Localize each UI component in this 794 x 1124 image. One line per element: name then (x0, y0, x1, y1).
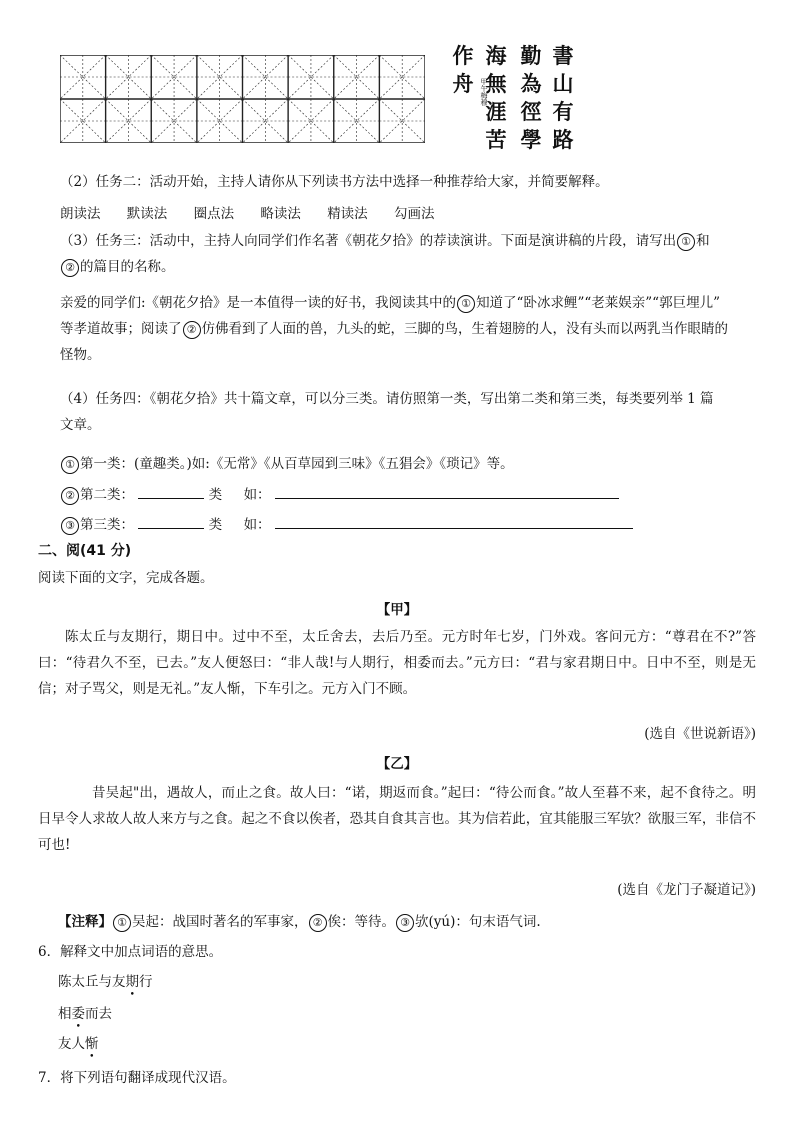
lei-label: 类 (208, 487, 223, 503)
q6-item (58, 1032, 99, 1052)
circled-number: ① (457, 295, 475, 313)
callig-col-1: 書山有路 (552, 43, 574, 152)
q6-item (58, 1002, 112, 1022)
dotted-word: 委 (71, 1006, 85, 1022)
speech-d: 仿佛看到了人面的兽，九头的蛇，三脚的鸟，生着翅膀的人，没有头而以两乳当作眼睛的 (201, 321, 728, 337)
circled-number: ③ (61, 517, 79, 535)
notes-label: 【注释】 (58, 914, 112, 930)
section-title: 二、阅(41 分) (38, 543, 132, 559)
circled-number: ① (113, 914, 131, 932)
task3-prompt-b: 和 (696, 233, 710, 249)
section-instruction: 阅读下面的文字，完成各题。 (38, 570, 214, 586)
category-3 (60, 513, 633, 535)
cat1-text: 第一类：(童趣类。)如:《无常》《从百草园到三味》《五猖会》《琐记》等。 (80, 456, 514, 472)
q6-item-pre: 相 (58, 1006, 72, 1022)
callig-col-3: 海無涯苦 (485, 43, 507, 152)
speech-c: 等孝道故事；阅读了 (60, 321, 182, 337)
callig-col-4: 作舟 (452, 43, 474, 96)
dotted-word: 期 (125, 974, 139, 990)
method-item: 默读法 (126, 206, 168, 222)
notes (58, 910, 541, 932)
q6-item-pre: 友人 (58, 1036, 85, 1052)
callig-col-2: 勤為徑學 (520, 43, 542, 152)
calligraphy-seal: 甲午梅穆 (480, 78, 488, 106)
category-2 (60, 483, 619, 505)
q6-item-post: 而去 (85, 1006, 112, 1022)
circled-number: ② (183, 321, 201, 339)
speech-b: 知道了“卧冰求鲤”“老莱娱亲”“郭巨埋儿” (476, 295, 720, 311)
ru-label: 如： (243, 517, 271, 533)
q6-item (58, 970, 153, 990)
circled-number: ① (61, 456, 79, 474)
speech-a: 亲爱的同学们:《朝花夕拾》是一本值得一读的好书，我阅读其中的 (60, 295, 457, 311)
task3-prompt-a: （3）任务三：活动中，主持人向同学们作名著《朝花夕拾》的荐读演讲。下面是演讲稿的片段，请写出 (60, 233, 677, 249)
circled-number: ① (677, 233, 695, 251)
jia-heading: 【甲】 (376, 602, 418, 618)
note-2: 俟：等待。 (327, 914, 395, 930)
circled-number: ② (61, 487, 79, 505)
task2-prompt: （2）任务二：活动开始，主持人请你从下列读书方法中选择一种推荐给大家，并简要解释。 (60, 174, 609, 190)
method-item: 圈点法 (193, 206, 235, 222)
task4-prompt-b: 文章。 (60, 417, 101, 433)
jia-source: (选自《世说新语》) (644, 726, 756, 742)
q6-item-post: 行 (139, 974, 153, 990)
circled-number: ③ (396, 914, 414, 932)
category-1 (60, 452, 514, 474)
method-item: 略读法 (260, 206, 301, 222)
cat3-type-blank[interactable] (138, 516, 204, 529)
method-item: 朗读法 (60, 206, 101, 222)
task3-speech (60, 290, 755, 368)
note-3: 欤(yú)：句末语气词. (415, 914, 541, 930)
circled-number: ② (61, 259, 79, 277)
task4-prompt (60, 386, 755, 438)
cat2-type-blank[interactable] (138, 486, 204, 499)
yi-text: 昔吴起"出，遇故人，而止之食。故人曰：“诺，期返而食。”起曰：“待公而食。”故人至暮不来，起不食待之。明日早令人求故人故人来方与之食。起之不食以俟者，恐其自食其言也。其为信若此，宜其能服三军欤？欲服三军，非信不可也! (38, 785, 756, 853)
yi-heading: 【乙】 (376, 756, 418, 772)
q6-title: 6．解释文中加点词语的意思。 (38, 944, 223, 960)
task4-prompt-a: （4）任务四：《朝花夕拾》共十篇文章，可以分三类。请仿照第一类，写出第二类和第三类，每类要列举 1 篇 (60, 391, 714, 407)
speech-e: 怪物。 (60, 347, 101, 363)
jia-text: 陈太丘与友期行，期日中。过中不至，太丘舍去，去后乃至。元方时年七岁，门外戏。客问元方：“尊君在不?”答曰：“待君久不至，已去。”友人便怒曰：“非人哉!与人期行，相委而去。”元方曰：“君与家君期日中。日中不至，则是无信；对子骂父，则是无礼。”友人惭，下车引之。元方入门不顾。 (38, 629, 756, 697)
cat3-example-blank[interactable] (275, 516, 633, 529)
method-item: 精读法 (327, 206, 368, 222)
method-item: 勾画法 (393, 206, 435, 222)
task3-prompt-c: 的篇目的名称。 (80, 259, 175, 275)
calligraphy-grid (60, 55, 425, 143)
yi-source: (选自《龙门子凝道记》) (617, 882, 756, 898)
q7-title: 7．将下列语句翻译成现代汉语。 (38, 1070, 236, 1086)
cat3-label: 第三类： (80, 517, 134, 533)
grid-svg (60, 55, 425, 143)
dotted-word: 惭 (85, 1036, 99, 1052)
task3-prompt (60, 228, 755, 280)
note-1: 吴起：战国时著名的军事家， (132, 914, 308, 930)
reading-methods (60, 202, 456, 222)
circled-number: ② (309, 914, 327, 932)
q6-item-pre: 陈太丘与友 (58, 974, 126, 990)
ru-label: 如： (243, 487, 271, 503)
calligraphy-image (450, 42, 580, 160)
cat2-example-blank[interactable] (275, 486, 619, 499)
cat2-label: 第二类： (80, 487, 134, 503)
lei-label: 类 (208, 517, 223, 533)
